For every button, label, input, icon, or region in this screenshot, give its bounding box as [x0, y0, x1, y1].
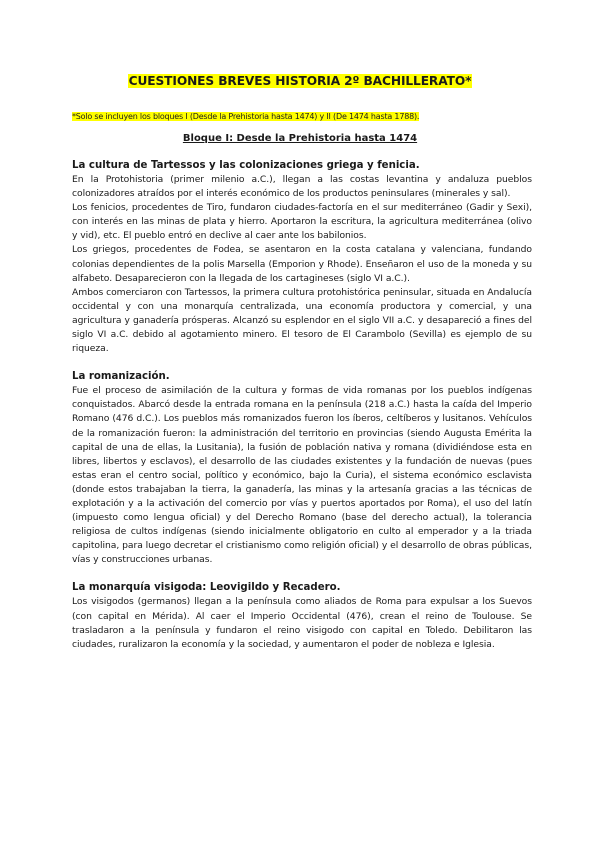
paragraph: Los griegos, procedentes de Fodea, se asentaron en la costa catalana y valenciana, fundando colonias dependientes de la polis Marsella (Emporion y Rhode). Enseñaron el uso de la moneda y su alfabeto. Desaparecieron con la llegada de los cartagineses (siglo VI a.C.).	[72, 244, 532, 284]
paragraph: Fue el proceso de asimilación de la cultura y formas de vida romanas por los pueblos indígenas conquistados. Abarcó desde la entrada romana en la península (218 a.C.) hasta la caída del Imperio Romano (476 d.C.). Los pueblos más romanizados fueron los íberos, celtíberos y lusitanos. Vehículos de la romanización fueron: la administración del territorio en provincias (siendo Augusta Emérita la capital de una de ellas, la Lusitania), la fusión de población nativa y romana (dividiéndose esta en libres, libertos y esclavos), el desarrollo de las ciudades existentes y la fundación de nuevas (pues estas eran el centro social, político y económico, bajo la Curia), el sistema económico esclavista (donde estos trabajaban la tierra, la ganadería, las minas y la artesanía gracias a las técnicas de explotación y a la activación del comercio por vías y puertos aportados por Roma), el uso del latín (impuesto como lengua oficial) y del Derecho Romano (base del derecho actual), la tolerancia religiosa de cultos indígenas (siendo inicialmente obligatorio en culto al emperador y a la triada capitolina, para luego decretar el cristianismo como religión oficial) y el desarrollo de obras públicas, vías y construcciones urbanas.	[72, 385, 532, 566]
paragraph: Ambos comerciaron con Tartessos, la primera cultura protohistórica peninsular, situada en Andalucía occidental y con una monarquía centralizada, una economía productora y comercial, y una agricultura y ganadería prósperas. Alcanzó su esplendor en el siglo VII a.C. y desapareció a fines del siglo VI a.C. debido al agotamiento minero. El tesoro de El Carambolo (Sevilla) es ejemplo de su riqueza.	[72, 286, 532, 355]
document-title: CUESTIONES BREVES HISTORIA 2º BACHILLERATO*	[128, 74, 472, 88]
section-monarquia-visigoda	[72, 581, 532, 651]
paragraph: Los fenicios, procedentes de Tiro, fundaron ciudades-factoría en el sur mediterráneo (Gadir y Sexi), con interés en las minas de plata y hierro. Aportaron la escritura, la agricultura mediterránea (olivo y vid), etc. El pueblo entró en declive al caer ante los babilonios.	[72, 202, 532, 242]
note-block	[72, 104, 532, 123]
paragraph: En la Protohistoria (primer milenio a.C.), llegan a las costas levantina y andaluza pueblos colonizadores atraídos por el interés económico de los productos peninsulares (minerales y sal).	[72, 174, 532, 200]
section-tartessos	[72, 159, 532, 356]
scope-note: *Solo se incluyen los bloques I (Desde la Prehistoria hasta 1474) y II (De 1474 hasta 1788).	[72, 112, 420, 121]
paragraph: Los visigodos (germanos) llegan a la península como aliados de Roma para expulsar a los Suevos (con capital en Mérida). Al caer el Imperio Occidental (476), crean el reino de Toulouse. Se trasladaron a la península y fundaron el reino visigodo con capital en Toledo. Debilitaron las ciudades, ruralizaron la economía y la sociedad, y aumentaron el poder de nobleza e Iglesia.	[72, 596, 532, 650]
section-romanizacion	[72, 370, 532, 567]
bloque-title: Bloque I: Desde la Prehistoria hasta 1474	[182, 133, 418, 144]
section-heading: La monarquía visigoda: Leovigildo y Recadero.	[72, 582, 341, 594]
section-heading: La cultura de Tartessos y las colonizaciones griega y fenicia.	[72, 160, 420, 171]
content-body	[72, 159, 532, 666]
title-block	[0, 70, 600, 89]
section-heading: La romanización.	[72, 371, 170, 383]
